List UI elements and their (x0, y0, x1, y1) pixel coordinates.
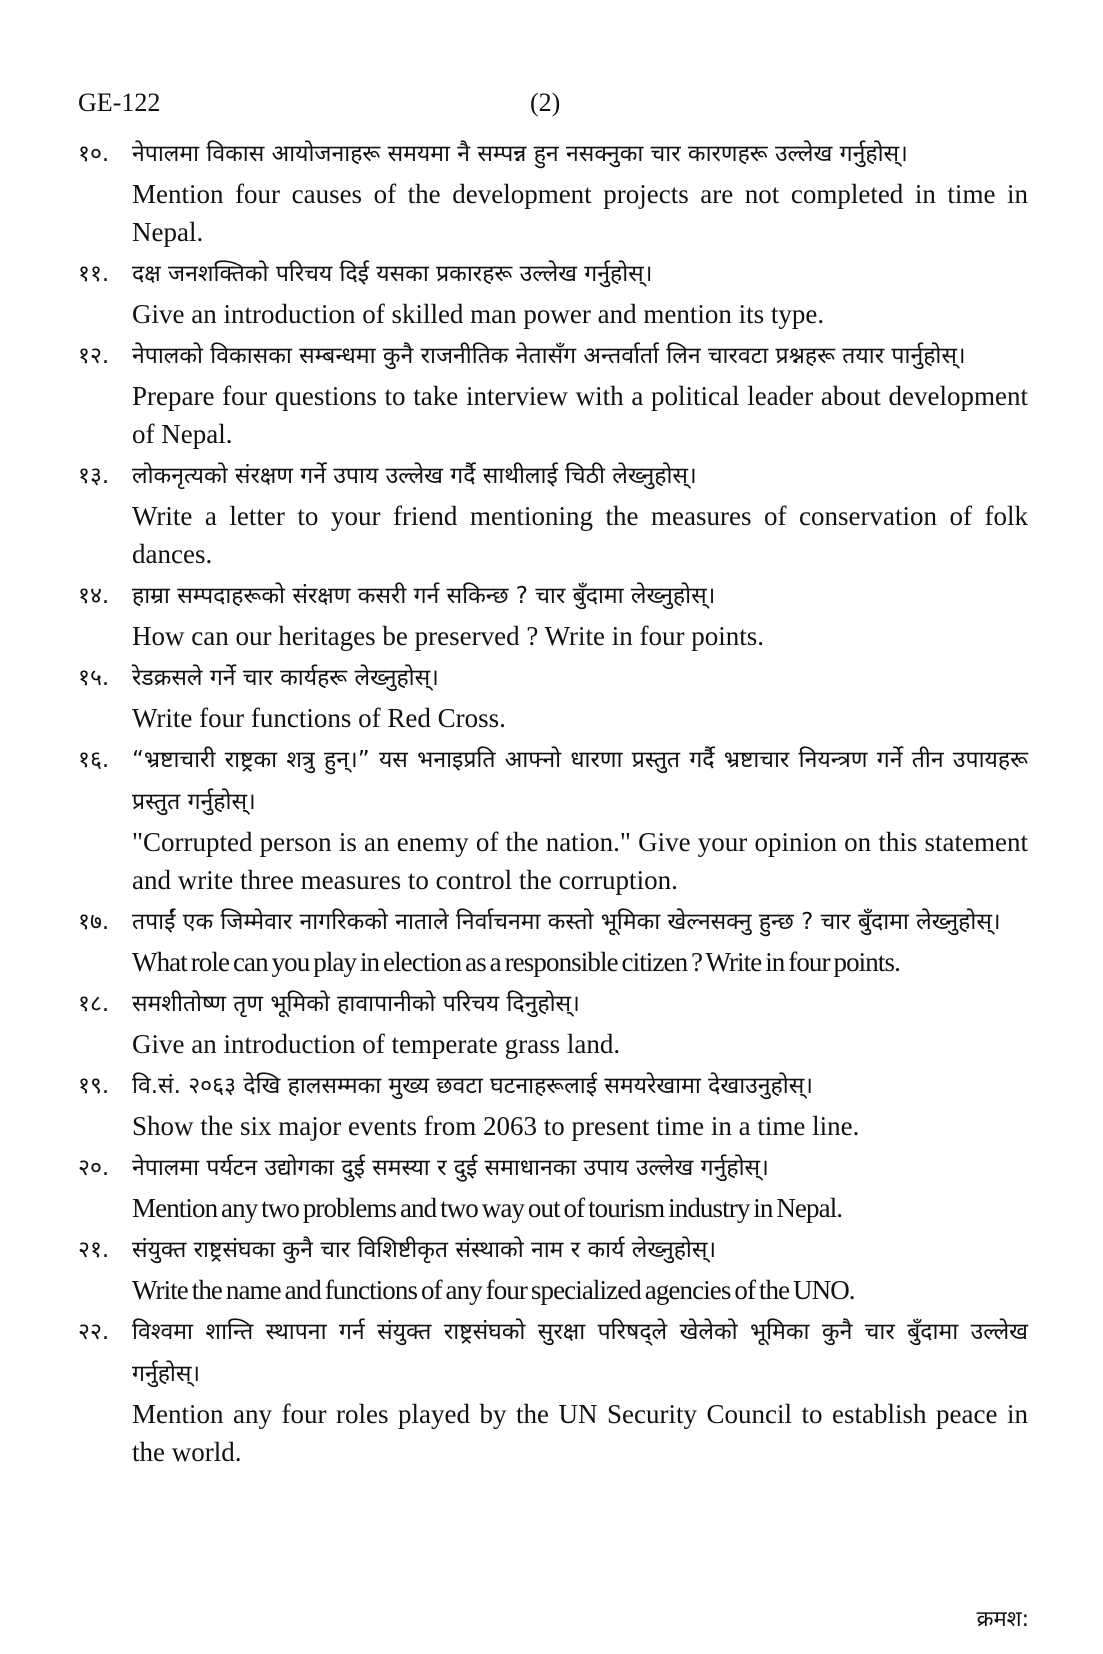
question-20 (78, 1147, 1028, 1227)
question-number: १२. (78, 343, 110, 369)
question-text-english: "Corrupted person is an enemy of the nation." Give your opinion on this statement and write three measures to control the corruption. (132, 827, 1028, 895)
question-text-english: Show the six major events from 2063 to present time in a time line. (132, 1111, 860, 1141)
question-text-nepali: संयुक्त राष्ट्रसंघका कुनै चार विशिष्टीकृत संस्थाको नाम र कार्य लेख्नुहोस्। (132, 1237, 717, 1263)
page-header (78, 88, 1028, 128)
question-number: २२. (78, 1319, 110, 1345)
question-21 (78, 1229, 1028, 1309)
continued-label: क्रमश: (976, 1607, 1029, 1632)
question-text-english: Mention any four roles played by the UN Security Council to establish peace in the world. (132, 1399, 1028, 1467)
page-number: (2) (530, 88, 561, 117)
question-14 (78, 575, 1028, 655)
question-13 (78, 455, 1028, 573)
question-number: १४. (78, 583, 110, 609)
question-19 (78, 1065, 1028, 1145)
question-list (78, 133, 1028, 1473)
question-text-nepali: नेपालमा विकास आयोजनाहरू समयमा नै सम्पन्न हुन नसक्नुका चार कारणहरू उल्लेख गर्नुहोस्। (132, 141, 908, 167)
question-text-nepali: समशीतोष्ण तृण भूमिको हावापानीको परिचय दिनुहोस्। (132, 991, 580, 1017)
question-text-nepali: “भ्रष्टाचारी राष्ट्रका शत्रु हुन्।” यस भनाइप्रति आफ्नो धारणा प्रस्तुत गर्दै भ्रष्टाचार नियन्त्रण गर्ने तीन उपायहरू प्रस्तुत गर्नुहोस्। (132, 747, 1028, 815)
question-number: २१. (78, 1237, 110, 1263)
question-number: १७. (78, 909, 110, 935)
question-text-nepali: हाम्रा सम्पदाहरूको संरक्षण कसरी गर्न सकिन्छ ? चार बुँदामा लेख्नुहोस्। (132, 583, 716, 609)
question-number: १३. (78, 463, 110, 489)
question-text-english: What role can you play in election as a responsible citizen ? Write in four points. (132, 947, 900, 977)
exam-code: GE-122 (78, 88, 161, 117)
question-text-english: How can our heritages be preserved ? Write in four points. (132, 621, 764, 651)
question-text-english: Mention any two problems and two way out of tourism industry in Nepal. (132, 1193, 843, 1223)
question-number: १०. (78, 141, 110, 167)
question-number: १९. (78, 1073, 110, 1099)
question-text-nepali: नेपालमा पर्यटन उद्योगका दुई समस्या र दुई समाधानका उपाय उल्लेख गर्नुहोस्। (132, 1155, 769, 1181)
question-text-nepali: तपाईं एक जिम्मेवार नागरिकको नाताले निर्वाचनमा कस्तो भूमिका खेल्नसक्नु हुन्छ ? चार बुँदामा लेख्नुहोस्। (132, 909, 1001, 935)
question-text-english: Write the name and functions of any four specialized agencies of the UNO. (132, 1275, 855, 1305)
question-text-nepali: रेडक्रसले गर्ने चार कार्यहरू लेख्नुहोस्। (132, 665, 439, 691)
question-16 (78, 739, 1028, 899)
question-22 (78, 1311, 1028, 1471)
question-text-nepali: विश्वमा शान्ति स्थापना गर्न संयुक्त राष्ट्रसंघको सुरक्षा परिषद्ले खेलेको भूमिका कुनै चार बुँदामा उल्लेख गर्नुहोस्। (132, 1319, 1028, 1387)
question-text-english: Give an introduction of skilled man power and mention its type. (132, 299, 825, 329)
question-11 (78, 253, 1028, 333)
question-text-nepali: दक्ष जनशक्तिको परिचय दिई यसका प्रकारहरू उल्लेख गर्नुहोस्। (132, 261, 653, 287)
question-text-english: Mention four causes of the development projects are not completed in time in Nepal. (132, 179, 1028, 247)
question-text-english: Give an introduction of temperate grass land. (132, 1029, 621, 1059)
question-text-nepali: लोकनृत्यको संरक्षण गर्ने उपाय उल्लेख गर्दै साथीलाई चिठी लेख्नुहोस्। (132, 463, 697, 489)
question-text-nepali: नेपालको विकासका सम्बन्धमा कुनै राजनीतिक नेतासँग अन्तर्वार्ता लिन चारवटा प्रश्नहरू तयार पार्नुहोस्। (132, 343, 966, 369)
question-number: २०. (78, 1155, 110, 1181)
question-18 (78, 983, 1028, 1063)
question-text-nepali: वि.सं. २०६३ देखि हालसम्मका मुख्य छवटा घटनाहरूलाई समयरेखामा देखाउनुहोस्। (132, 1073, 813, 1099)
question-12 (78, 335, 1028, 453)
question-text-english: Write four functions of Red Cross. (132, 703, 506, 733)
question-number: १५. (78, 665, 110, 691)
question-text-english: Prepare four questions to take interview with a political leader about development of Nepal. (132, 381, 1028, 449)
question-number: १८. (78, 991, 110, 1017)
question-17 (78, 901, 1028, 981)
question-text-english: Write a letter to your friend mentioning the measures of conservation of folk dances. (132, 501, 1028, 569)
question-number: १६. (78, 747, 110, 773)
question-15 (78, 657, 1028, 737)
question-number: ११. (78, 261, 110, 287)
question-10 (78, 133, 1028, 251)
